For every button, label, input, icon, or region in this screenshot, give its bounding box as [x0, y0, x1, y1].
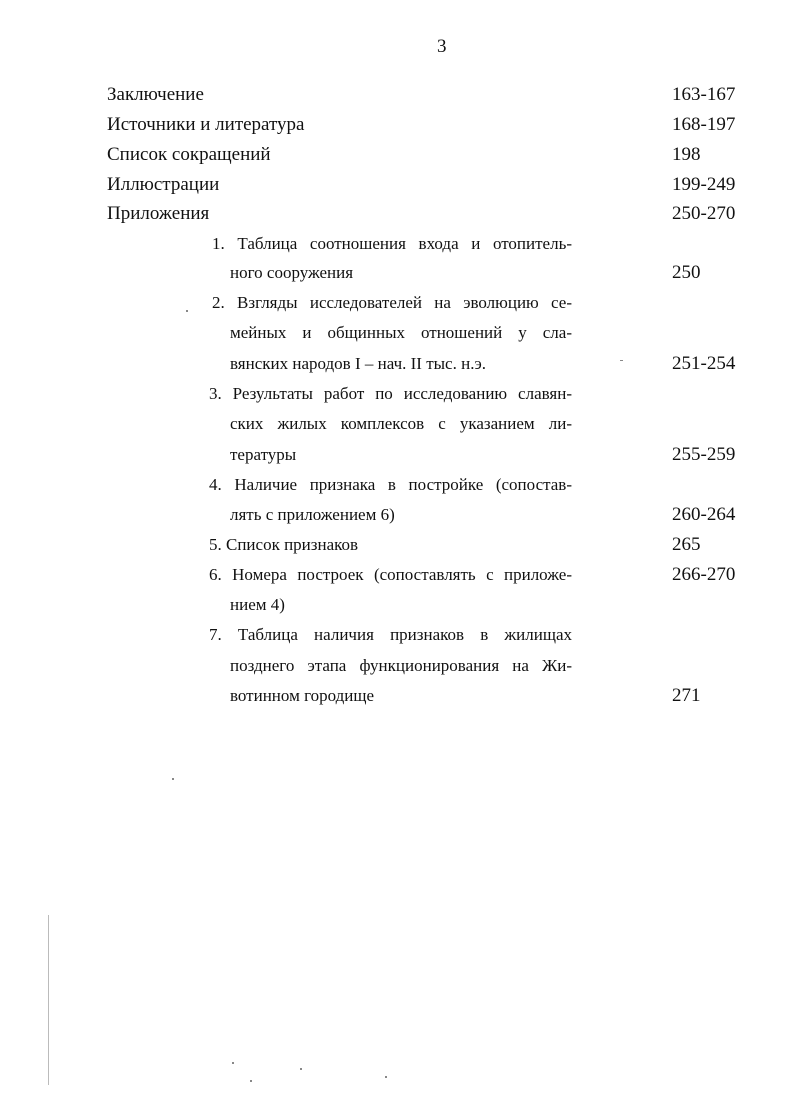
appendix-4-cont — [0, 500, 796, 530]
appendix-line: ного сооружения — [230, 263, 354, 282]
toc-entry-pages: 250-270 — [672, 203, 736, 224]
appendix-pages: 271 — [672, 685, 701, 706]
scan-speck — [250, 1080, 252, 1082]
appendix-7 — [0, 620, 796, 650]
appendix-3-cont — [0, 440, 796, 470]
appendix-pages: 250 — [672, 262, 701, 283]
toc-entry-title: Список сокращений — [107, 144, 271, 165]
appendix-pages: 260-264 — [672, 504, 736, 525]
appendix-line: 4. Наличие признака в постройке (сопостав- — [209, 475, 572, 494]
appendix-pages: 251-254 — [672, 353, 736, 374]
appendix-line: 3. Результаты работ по исследованию славян- — [209, 384, 572, 403]
appendix-line: нием 4) — [230, 595, 285, 614]
appendix-pages: 265 — [672, 534, 701, 555]
toc-entry-illustrations — [0, 170, 796, 200]
appendix-line: вянских народов I – нач. II тыс. н.э. — [230, 354, 486, 373]
appendix-6-cont — [0, 590, 796, 620]
appendix-4 — [0, 470, 796, 500]
scan-speck — [620, 360, 623, 361]
appendix-line: 2. Взгляды исследователей на эволюцию се- — [212, 293, 572, 312]
appendix-2 — [0, 288, 796, 318]
appendix-3-cont — [0, 409, 796, 439]
appendix-line: ских жилых комплексов с указанием ли- — [230, 414, 572, 433]
toc-entry-sources — [0, 110, 796, 140]
appendix-line: мейных и общинных отношений у сла- — [230, 323, 572, 342]
scan-speck — [186, 310, 188, 312]
appendix-2-cont — [0, 349, 796, 379]
toc-entry-pages: 198 — [672, 144, 701, 165]
scan-speck — [48, 915, 49, 1085]
appendix-pages: 266-270 — [672, 564, 736, 585]
toc-entry-appendices — [0, 199, 796, 229]
appendix-5 — [0, 530, 796, 560]
appendix-pages: 255-259 — [672, 444, 736, 465]
toc-entry-title: Приложения — [107, 203, 210, 224]
appendix-7-cont — [0, 651, 796, 681]
appendix-line: 1. Таблица соотношения входа и отопитель- — [212, 234, 572, 253]
appendix-1-cont — [0, 258, 796, 288]
page-number: 3 — [437, 36, 447, 57]
appendix-line: вотинном городище — [230, 686, 375, 705]
toc-entry-pages: 163-167 — [672, 84, 736, 105]
appendix-3 — [0, 379, 796, 409]
scan-speck — [300, 1068, 302, 1070]
appendix-line: 5. Список признаков — [209, 535, 359, 554]
appendix-1 — [0, 229, 796, 259]
appendix-2-cont — [0, 318, 796, 348]
toc-entry-abbreviations — [0, 140, 796, 170]
toc-entry-pages: 199-249 — [672, 174, 736, 195]
scan-speck — [385, 1076, 387, 1078]
scan-speck — [232, 1062, 234, 1064]
scan-speck — [172, 778, 174, 780]
appendix-line: лять с приложением 6) — [230, 505, 395, 524]
toc-entry-pages: 168-197 — [672, 114, 736, 135]
appendix-line: позднего этапа функционирования на Жи- — [230, 656, 572, 675]
toc-entry-conclusion — [0, 80, 796, 110]
appendix-7-cont — [0, 681, 796, 711]
appendix-line: 7. Таблица наличия признаков в жилищах — [209, 625, 572, 644]
toc-entry-title: Заключение — [107, 84, 204, 105]
toc-entry-title: Источники и литература — [107, 114, 305, 135]
appendix-6 — [0, 560, 796, 590]
toc-entry-title: Иллюстрации — [107, 174, 220, 195]
appendix-line: тературы — [230, 445, 297, 464]
appendix-line: 6. Номера построек (сопоставлять с приложе- — [209, 565, 572, 584]
